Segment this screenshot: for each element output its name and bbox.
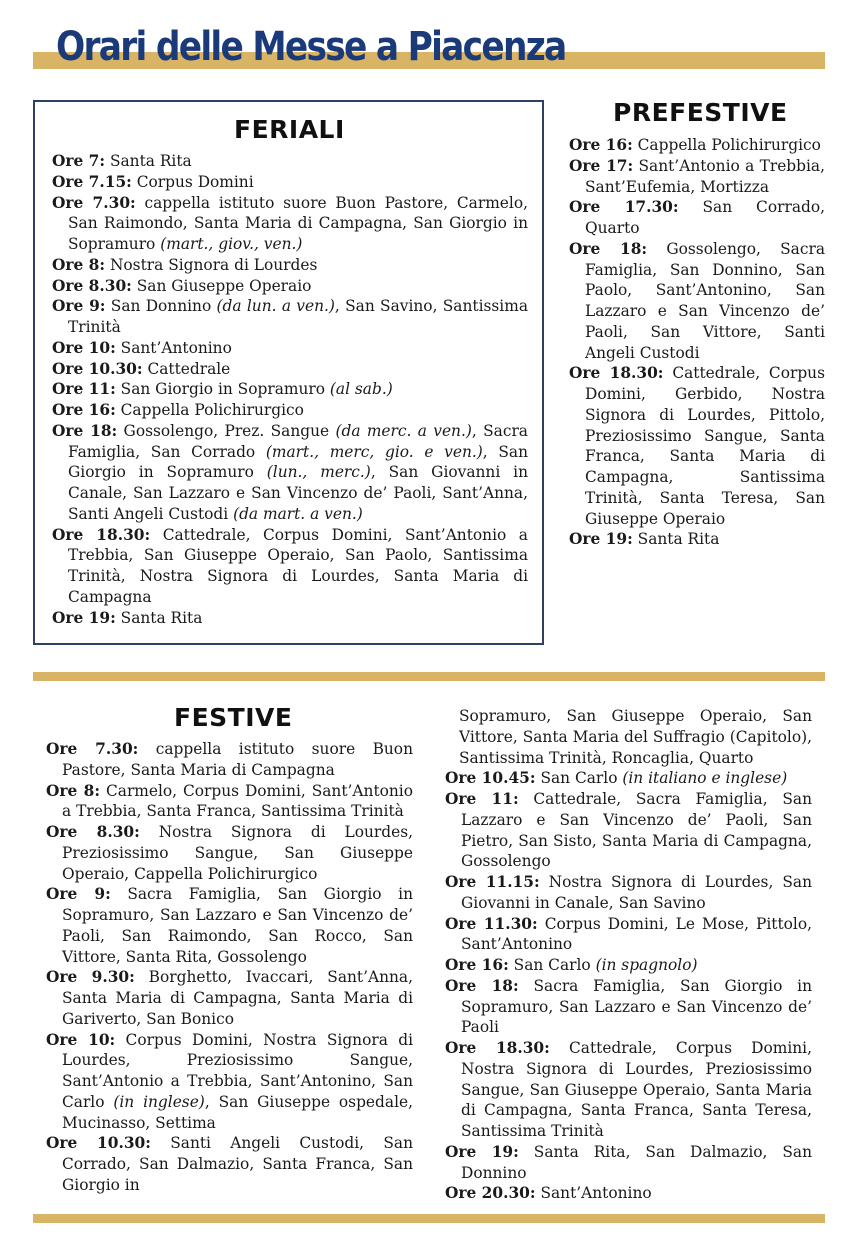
section-divider-bar (33, 672, 825, 681)
churches-text: Corpus Domini, Nostra Signora di Lourdes, Preziosissimo Sangue, Sant’Antonio a Trebbia, Sant’Antonino, San Carlo (62, 1030, 413, 1111)
time-label: Ore 18.30: (445, 1039, 550, 1057)
churches-text: Cattedrale, Corpus Domini, Gerbido, Nostra Signora di Lourdes, Pittolo, Preziosissimo Sangue, Santa Franca, Santa Maria di Campagna, Santissima Trinità, Santa Teresa, San Giuseppe Operaio (585, 364, 825, 528)
churches-text: Cattedrale (142, 359, 231, 378)
footer-bar (33, 1214, 825, 1223)
note-text: (al sab.) (329, 380, 393, 399)
note-text: (da merc. a ven.) (335, 421, 472, 440)
prefestive-entry (569, 529, 825, 550)
prefestive-entry (569, 363, 825, 529)
churches-text: Nostra Signora di Lourdes, San Giovanni in Canale, San Savino (461, 873, 812, 912)
time-label: Ore 7: (52, 152, 106, 170)
churches-text: San Corrado, Quarto (585, 198, 825, 237)
prefestive-entry (569, 197, 825, 239)
churches-text: Corpus Domini, Le Mose, Pittolo, Sant’Antonino (461, 914, 812, 954)
note-text: (da lun. a ven.) (216, 297, 335, 316)
festive-right-list (445, 768, 812, 1204)
festive-right-column (445, 706, 812, 1204)
churches-text: Santa Rita (632, 530, 720, 549)
time-label: Ore 19: (445, 1142, 519, 1161)
churches-text: Cattedrale, Sacra Famiglia, San Lazzaro e San Vincenzo de’ Paoli, San Pietro, San Sisto, Santa Maria di Campagna, Gossolengo (461, 790, 813, 871)
festive-continuation (445, 706, 812, 768)
feriali-entry (52, 379, 528, 400)
time-label: Ore 18: (569, 239, 648, 258)
time-label: Ore 18: (52, 421, 118, 440)
time-label: Ore 19: (569, 530, 633, 549)
time-label: Ore 10.30: (52, 359, 143, 378)
time-label: Ore 10.45: (445, 769, 536, 788)
time-label: Ore 10.30: (46, 1134, 151, 1153)
churches-text: Cappella Polichirurgico (115, 401, 304, 419)
page-title: Orari delle Messe a Piacenza (56, 24, 566, 70)
feriali-entry (52, 359, 528, 380)
festive-entry (445, 1183, 812, 1204)
feriali-list (52, 151, 528, 628)
time-label: Ore 19: (52, 608, 116, 627)
churches-text: San Giorgio in Sopramuro (115, 380, 330, 399)
time-label: Ore 17.30: (569, 198, 679, 217)
festive-entry (445, 768, 812, 789)
festive-entry (46, 739, 413, 781)
time-label: Ore 11.15: (445, 873, 540, 891)
churches-text: Santa Rita (105, 152, 192, 170)
festive-entry (445, 976, 812, 1038)
time-label: Ore 11.30: (445, 914, 538, 933)
time-label: Ore 8.30: (52, 276, 132, 295)
time-label: Ore 18.30: (569, 364, 664, 383)
time-label: Ore 11: (52, 380, 116, 399)
churches-text: Gossolengo, Sacra Famiglia, San Donnino, San Paolo, Sant’Antonino, San Lazzaro e San Vincenzo de’ Paoli, San Vittore, Santi Angeli Custodi (585, 239, 826, 362)
churches-text: Cattedrale, Corpus Domini, Nostra Signora di Lourdes, Preziosissimo Sangue, San Giuseppe Operaio, Santa Maria di Campagna, Santa Franca, Santa Teresa, Santissima Trinità (461, 1039, 812, 1140)
churches-text: Nostra Signora di Lourdes (105, 255, 318, 274)
churches-text: Sacra Famiglia, San Giorgio in Sopramuro, San Lazzaro e San Vincenzo de’ Paoli, San Raimondo, San Rocco, San Vittore, Santa Rita, Gossolengo (62, 885, 413, 966)
festive-entry (445, 955, 812, 976)
churches-text: Cappella Polichirurgico (632, 136, 821, 154)
festive-entry (445, 789, 812, 872)
feriali-entry (52, 151, 528, 172)
churches-text: Gossolengo, Prez. Sangue (117, 421, 336, 440)
time-label: Ore 8.30: (46, 823, 140, 841)
churches-text: San Donnino (105, 297, 217, 316)
churches-text: , San Giovanni in Canale, San Lazzaro e San Vincenzo de’ Paoli, Sant’Anna, Santi Angeli Custodi (68, 463, 529, 523)
time-label: Ore 16: (52, 401, 116, 419)
festive-entry (46, 884, 413, 967)
feriali-entry (52, 193, 528, 255)
churches-text: , San Savino, Santissima Trinità (68, 297, 528, 336)
festive-heading: FESTIVE (174, 703, 293, 732)
churches-text: Nostra Signora di Lourdes, Preziosissimo Sangue, San Giuseppe Operaio, Cappella Polichirurgico (62, 823, 413, 883)
time-label: Ore 9: (46, 885, 111, 904)
churches-text: Corpus Domini (131, 172, 254, 191)
feriali-entry (52, 172, 528, 193)
festive-continuation-text: Sopramuro, San Giuseppe Operaio, San Vittore, Santa Maria del Suffragio (Capitolo), Santissima Trinità, Roncaglia, Quarto (459, 707, 812, 767)
note-text: (lun., merc.) (266, 463, 371, 482)
feriali-entry (52, 608, 528, 629)
churches-text: Santi Angeli Custodi, San Corrado, San Dalmazio, Santa Franca, San Giorgio in (62, 1134, 413, 1194)
festive-entry (445, 872, 812, 914)
time-label: Ore 8: (46, 781, 101, 800)
feriali-entry (52, 400, 528, 421)
time-label: Ore 7.30: (46, 740, 139, 758)
feriali-entry (52, 338, 528, 359)
prefestive-heading: PREFESTIVE (613, 98, 788, 127)
festive-left-column (46, 739, 413, 1196)
note-text: (in inglese) (113, 1092, 205, 1111)
churches-text: San Carlo (508, 956, 596, 974)
churches-text: San Carlo (535, 769, 623, 788)
churches-text: Sacra Famiglia, San Giorgio in Sopramuro, San Lazzaro e San Vincenzo de’ Paoli (461, 976, 813, 1037)
festive-entry (46, 781, 413, 823)
time-label: Ore 16: (445, 956, 509, 974)
time-label: Ore 7.15: (52, 172, 132, 191)
churches-text: Cattedrale, Corpus Domini, Sant’Antonio a Trebbia, San Giuseppe Operaio, San Paolo, Santissima Trinità, Nostra Signora di Lourdes, Santa Maria di Campagna (68, 525, 528, 606)
feriali-entry (52, 296, 528, 338)
time-label: Ore 10: (52, 338, 116, 357)
churches-text: San Giuseppe Operaio (131, 276, 312, 295)
time-label: Ore 20.30: (445, 1184, 536, 1203)
feriali-entry (52, 525, 528, 608)
prefestive-entry (569, 135, 825, 156)
churches-text: Sant’Antonino (115, 338, 232, 357)
churches-text: , San Giuseppe ospedale, Mucinasso, Settima (62, 1092, 413, 1132)
feriali-entry (52, 276, 528, 297)
festive-entry (46, 967, 413, 1029)
festive-entry (46, 1133, 413, 1195)
note-text: (mart., giov., ven.) (160, 235, 303, 253)
prefestive-entry (569, 156, 825, 198)
churches-text: cappella istituto suore Buon Pastore, Carmelo, San Raimondo, Santa Maria di Campagna, San Giorgio in Sopramuro (68, 193, 528, 253)
churches-text: , Sacra Famiglia, San Corrado (68, 421, 528, 461)
festive-entry (46, 1030, 413, 1134)
churches-text: Santa Rita (115, 608, 203, 627)
churches-text: Carmelo, Corpus Domini, Sant’Antonio a Trebbia, Santa Franca, Santissima Trinità (62, 781, 413, 821)
time-label: Ore 11: (445, 790, 519, 808)
feriali-entry (52, 255, 528, 276)
note-text: (in italiano e inglese) (622, 769, 788, 788)
prefestive-entry (569, 239, 825, 364)
time-label: Ore 10: (46, 1030, 116, 1049)
feriali-heading: FERIALI (234, 115, 345, 144)
churches-text: Sant’Antonino (535, 1184, 652, 1203)
feriali-entry (52, 421, 528, 525)
churches-text: , San Giorgio in Sopramuro (68, 442, 528, 482)
festive-entry (445, 1038, 812, 1142)
churches-text: Sant’Antonio a Trebbia, Sant’Eufemia, Mortizza (585, 156, 825, 196)
festive-entry (445, 1142, 812, 1184)
time-label: Ore 8: (52, 255, 106, 274)
time-label: Ore 18: (445, 976, 519, 995)
churches-text: Santa Rita, San Dalmazio, San Donnino (461, 1142, 812, 1182)
time-label: Ore 17: (569, 156, 634, 175)
time-label: Ore 7.30: (52, 193, 136, 212)
note-text: (in spagnolo) (595, 956, 698, 974)
time-label: Ore 9: (52, 297, 106, 316)
festive-entry (46, 822, 413, 884)
note-text: (mart., merc, gio. e ven.) (265, 442, 483, 461)
churches-text: Borghetto, Ivaccari, Sant’Anna, Santa Maria di Campagna, Santa Maria di Gariverto, San Bonico (62, 968, 413, 1028)
time-label: Ore 9.30: (46, 968, 135, 987)
churches-text: cappella istituto suore Buon Pastore, Santa Maria di Campagna (62, 740, 413, 779)
time-label: Ore 16: (569, 136, 633, 154)
note-text: (da mart. a ven.) (233, 504, 363, 523)
time-label: Ore 18.30: (52, 525, 151, 544)
festive-entry (445, 914, 812, 956)
prefestive-list (569, 135, 825, 550)
